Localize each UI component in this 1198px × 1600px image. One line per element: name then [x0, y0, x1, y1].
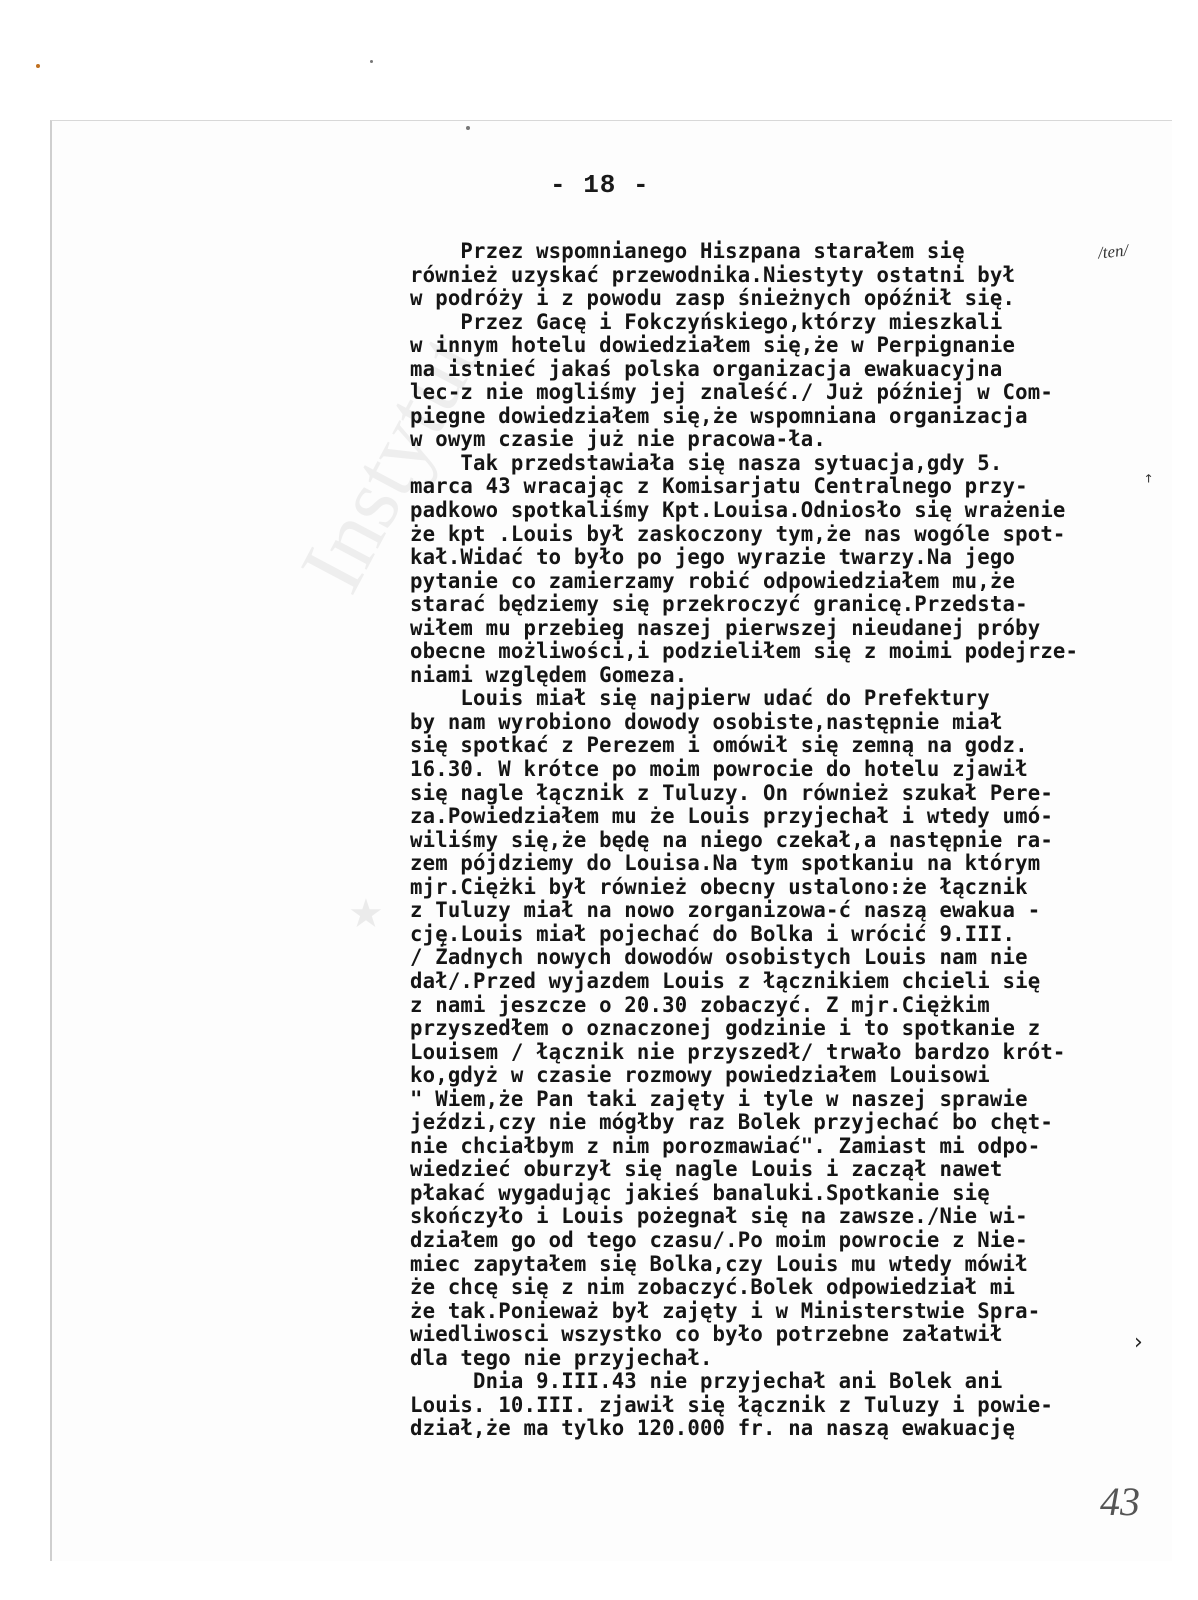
text-line: ma istnieć jakaś polska organizacja ewakuacyjna	[410, 356, 1003, 382]
folio-number: 43	[1100, 1479, 1140, 1524]
text-line: niami względem Gomeza.	[410, 662, 688, 688]
text-line: Przez Gacę i Fokczyńskiego,którzy mieszkali	[410, 309, 1003, 335]
text-line: że chcę się z nim zobaczyć.Bolek odpowiedział mi	[410, 1275, 1016, 1301]
text-line: wiłem mu przebieg naszej pierwszej nieudanej próby	[410, 615, 1041, 641]
text-line: by nam wyrobiono dowody osobiste,następnie miał	[410, 709, 1003, 735]
text-line: wiedliwosci wszystko co było potrzebne załatwił	[410, 1322, 1003, 1348]
text-line: / Żadnych nowych dowodów osobistych Louis nam nie	[410, 945, 1028, 971]
text-line: padkowo spotkaliśmy Kpt.Louisa.Odniosło się wrażenie	[410, 498, 1066, 524]
text-line: mjr.Ciężki był również obecny ustalono:że łącznik	[410, 874, 1028, 900]
text-line: cję.Louis miał pojechać do Bolka i wrócić 9.III.	[410, 921, 1016, 947]
text-line: w podróży i z powodu zasp śnieżnych opóźnił się.	[410, 286, 1016, 312]
margin-pen-mark: ꜛ	[1145, 470, 1153, 494]
text-line: Tak przedstawiała się nasza sytuacja,gdy 5.	[410, 450, 1003, 476]
text-line: Przez wspomnianego Hiszpana starałem się	[410, 239, 965, 264]
text-line: " Wiem,że Pan taki zajęty i tyle w naszej sprawie	[410, 1086, 1028, 1112]
text-line: jeździ,czy nie mógłby raz Bolek przyjechać bo chęt-	[410, 1110, 1053, 1136]
text-line: Louis. 10.III. zjawił się łącznik z Tuluzy i powie-	[410, 1392, 1053, 1418]
text-line: w innym hotelu dowiedziałem się,że w Perpignanie	[410, 333, 1016, 359]
margin-pen-mark: ›	[1134, 1330, 1143, 1355]
text-line: że tak.Ponieważ był zajęty i w Ministerstwie Spra-	[410, 1298, 1041, 1324]
text-line: się spotkać z Perezem i omówił się zemną na godz.	[410, 733, 1028, 759]
star-icon: ★	[348, 891, 384, 936]
text-line: z Tuluzy miał na nowo zorganizowa-ć naszą ewakua -	[410, 898, 1041, 924]
text-line: również uzyskać przewodnika.Niestyty ostatni był	[410, 262, 1016, 288]
text-line: przyszedłem o oznaczonej godzinie i to spotkanie z	[410, 1016, 1041, 1042]
text-line: Louis miał się najpierw udać do Prefektury	[410, 686, 990, 712]
text-line: ko,gdyż w czasie rozmowy powiedziałem Louisowi	[410, 1063, 990, 1089]
text-line: wiedzieć oburzył się nagle Louis i zaczął nawet	[410, 1157, 1003, 1183]
text-line: kał.Widać to było po jego wyrazie twarzy.Na jego	[410, 545, 1016, 571]
text-line: obecne możliwości,i podzieliłem się z moimi podejrze-	[410, 639, 1079, 665]
text-line: marca 43 wracając z Komisarjatu Centralnego przy-	[410, 474, 1028, 500]
text-line: Dnia 9.III.43 nie przyjechał ani Bolek ani	[410, 1369, 1003, 1395]
text-line: Louisem / łącznik nie przyszedł/ trwało bardzo krót-	[410, 1039, 1066, 1065]
text-line: dział,że ma tylko 120.000 fr. na naszą ewakuację	[410, 1416, 1016, 1442]
text-line: z nami jeszcze o 20.30 zobaczyć. Z mjr.Ciężkim	[410, 992, 990, 1018]
text-line: 16.30. W krótce po moim powrocie do hotelu zjawił	[410, 757, 1028, 783]
text-line: że kpt .Louis był zaskoczony tym,że nas wogóle spot-	[410, 521, 1066, 547]
scan-speck	[36, 64, 40, 68]
text-line: pytanie co zamierzamy robić odpowiedziałem mu,że	[410, 568, 1016, 594]
text-line: skończyło i Louis pożegnał się na zawsze./Nie wi-	[410, 1204, 1028, 1230]
text-line: płakać wygadując jakieś banaluki.Spotkanie się	[410, 1180, 990, 1206]
text-line: zem pójdziemy do Louisa.Na tym spotkaniu na którym	[410, 851, 1041, 877]
text-line: się nagle łącznik z Tuluzy. On również szukał Pere-	[410, 780, 1053, 806]
text-line: starać będziemy się przekroczyć granicę.Przedsta-	[410, 592, 1028, 618]
text-line: działem go od tego czasu/.Po moim powrocie z Nie-	[410, 1227, 1028, 1253]
margin-note: /ten/	[1097, 240, 1130, 263]
page-number: - 18 -	[550, 170, 650, 200]
scan-speck	[370, 60, 373, 63]
typewritten-body	[410, 240, 1121, 1441]
text-line: wiliśmy się,że będę na niego czekał,a następnie ra-	[410, 827, 1053, 853]
scan-speck	[466, 126, 470, 130]
text-line: za.Powiedziałem mu że Louis przyjechał i wtedy umó-	[410, 804, 1053, 830]
text-line: miec zapytałem się Bolka,czy Louis mu wtedy mówił	[410, 1251, 1028, 1277]
text-line: dla tego nie przyjechał.	[410, 1345, 713, 1371]
text-line: w owym czasie już nie pracowa-ła.	[410, 427, 827, 453]
text-line: dał/.Przed wyjazdem Louis z łącznikiem chcieli się	[410, 968, 1041, 994]
text-line: nie chciałbym z nim porozmawiać". Zamiast mi odpo-	[410, 1133, 1041, 1159]
text-line: piegne dowiedziałem się,że wspomniana organizacja	[410, 403, 1028, 429]
text-line: lec-z nie mogliśmy jej znaleść./ Już później w Com-	[410, 380, 1053, 406]
